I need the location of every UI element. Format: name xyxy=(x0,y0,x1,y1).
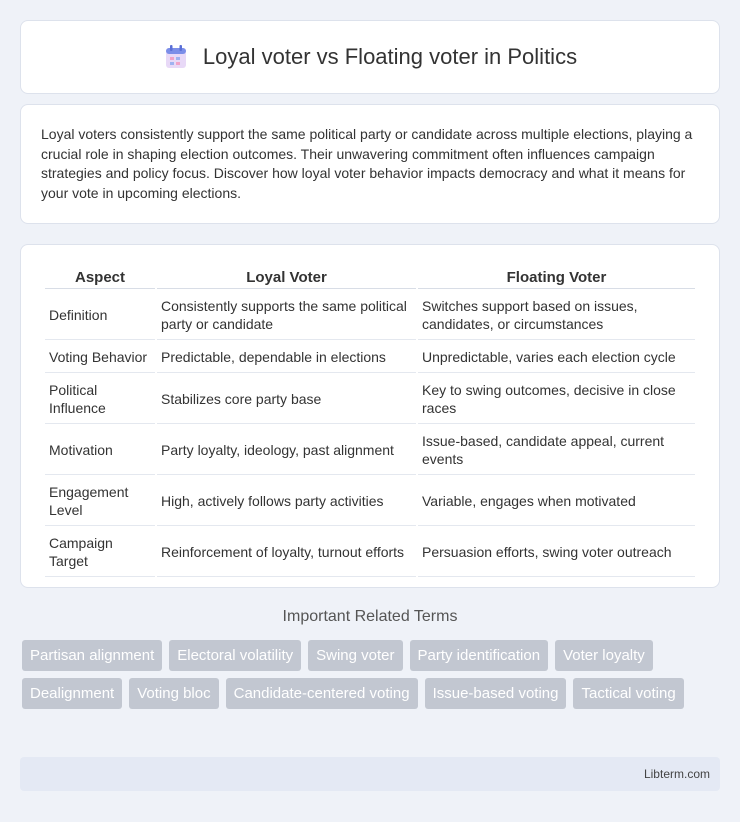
related-term-tag[interactable]: Partisan alignment xyxy=(22,640,162,671)
table-row xyxy=(45,477,695,526)
related-term-tag[interactable]: Swing voter xyxy=(308,640,402,671)
related-term-tag[interactable]: Electoral volatility xyxy=(169,640,301,671)
table-cell-aspect: Definition xyxy=(45,291,155,340)
table-row xyxy=(45,426,695,475)
column-header-loyal-voter: Loyal Voter xyxy=(157,267,416,289)
table-cell-loyal: Reinforcement of loyalty, turnout efforts xyxy=(157,528,416,577)
table-row xyxy=(45,528,695,577)
table-row xyxy=(45,375,695,424)
related-term-tag[interactable]: Party identification xyxy=(410,640,549,671)
table-cell-loyal: Stabilizes core party base xyxy=(157,375,416,424)
table-cell-aspect: Engagement Level xyxy=(45,477,155,526)
table-row xyxy=(45,291,695,340)
column-header-floating-voter: Floating Voter xyxy=(418,267,695,289)
related-term-tag[interactable]: Dealignment xyxy=(22,678,122,709)
column-header-aspect: Aspect xyxy=(45,267,155,289)
table-cell-floating: Variable, engages when motivated xyxy=(418,477,695,526)
table-cell-loyal: Consistently supports the same political party or candidate xyxy=(157,291,416,340)
footer-site-link[interactable]: Libterm.com xyxy=(643,767,710,781)
table-cell-floating: Key to swing outcomes, decisive in close races xyxy=(418,375,695,424)
intro-card xyxy=(20,104,720,224)
page-title: Loyal voter vs Floating voter in Politics xyxy=(202,44,578,69)
table-cell-floating: Unpredictable, varies each election cycle xyxy=(418,342,695,373)
table-cell-aspect: Voting Behavior xyxy=(45,342,155,373)
related-term-tag[interactable]: Candidate-centered voting xyxy=(226,678,418,709)
table-cell-loyal: Party loyalty, ideology, past alignment xyxy=(157,426,416,475)
table-cell-aspect: Motivation xyxy=(45,426,155,475)
related-term-tag[interactable]: Tactical voting xyxy=(573,678,683,709)
table-row xyxy=(45,342,695,373)
table-header-row xyxy=(45,267,695,289)
table-cell-floating: Issue-based, candidate appeal, current events xyxy=(418,426,695,475)
comparison-table xyxy=(43,265,697,579)
table-cell-loyal: Predictable, dependable in elections xyxy=(157,342,416,373)
footer xyxy=(20,757,720,791)
header-card xyxy=(20,20,720,94)
related-term-tag[interactable]: Voting bloc xyxy=(129,678,218,709)
comparison-table-card xyxy=(20,244,720,588)
table-cell-floating: Persuasion efforts, swing voter outreach xyxy=(418,528,695,577)
intro-text: Loyal voters consistently support the same political party or candidate across multiple elections, playing a crucial role in shaping election outcomes. Their unwavering commitment often influences campaign strategies and policy focus. Discover how loyal voter behavior impacts democracy and what it means for your vote in upcoming elections. xyxy=(41,126,693,201)
table-cell-loyal: High, actively follows party activities xyxy=(157,477,416,526)
table-cell-floating: Switches support based on issues, candidates, or circumstances xyxy=(418,291,695,340)
related-terms-tags xyxy=(22,640,722,716)
related-term-tag[interactable]: Voter loyalty xyxy=(555,640,653,671)
related-terms-title: Important Related Terms xyxy=(282,608,458,625)
related-term-tag[interactable]: Issue-based voting xyxy=(425,678,567,709)
table-cell-aspect: Campaign Target xyxy=(45,528,155,577)
table-cell-aspect: Political Influence xyxy=(45,375,155,424)
document-calendar-icon xyxy=(163,44,189,70)
